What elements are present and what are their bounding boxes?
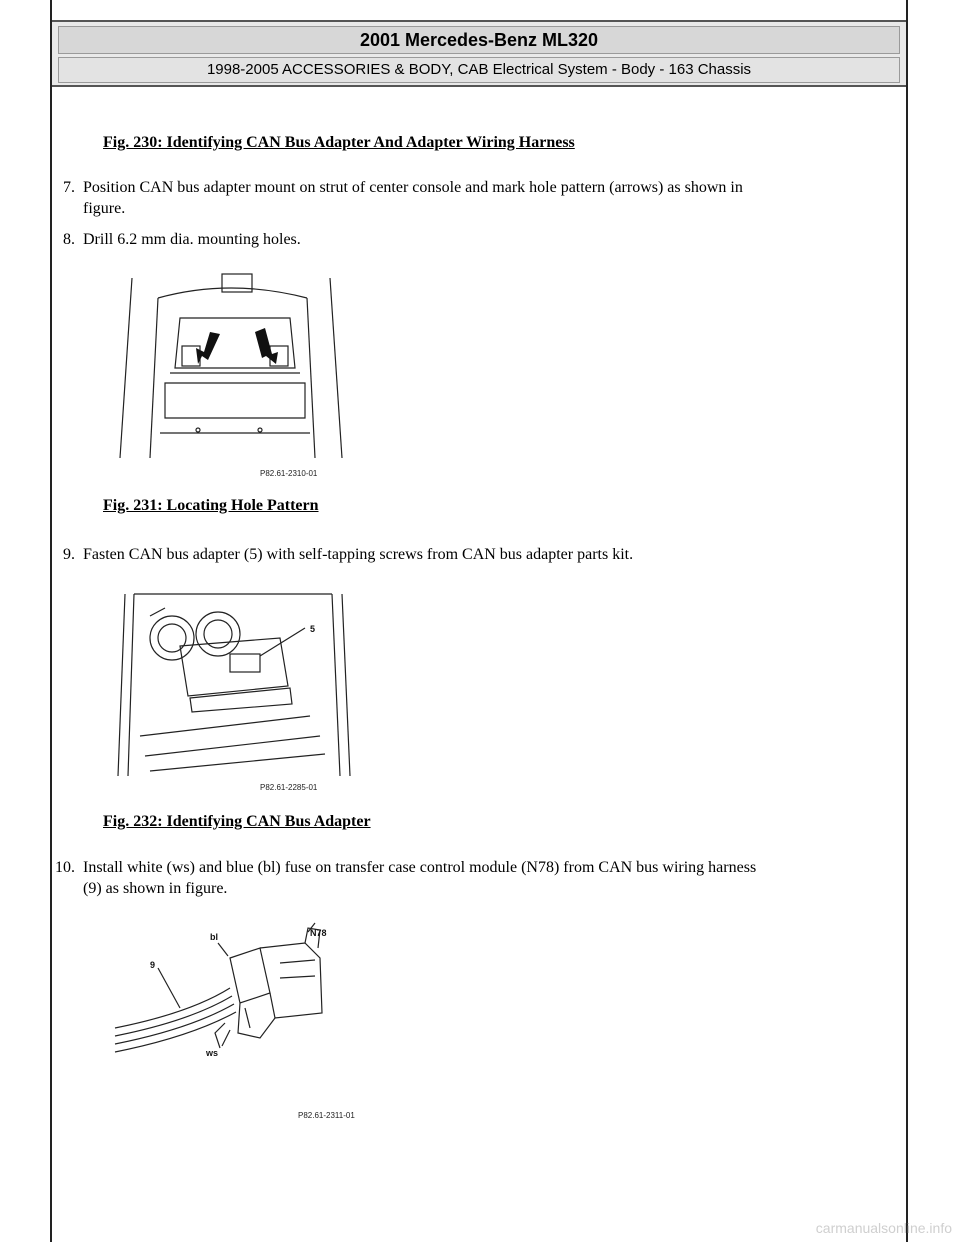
step-number: 7. (63, 179, 75, 196)
step-number: 10. (55, 859, 75, 876)
step-text-line: figure. (83, 200, 126, 217)
document-title: 2001 Mercedes-Benz ML320 (58, 26, 900, 54)
step-7 (47, 177, 897, 221)
step-number: 9. (63, 546, 75, 563)
figure-code: P82.61-2310-01 (260, 469, 318, 478)
step-10 (47, 857, 897, 901)
callout-ws: ws (206, 1048, 219, 1058)
step-8 (47, 229, 897, 251)
document-subtitle: 1998-2005 ACCESSORIES & BODY, CAB Electrical System - Body - 163 Chassis (58, 57, 900, 83)
step-text-line: Install white (ws) and blue (bl) fuse on transfer case control module (N78) from CAN bus wiring harness (83, 859, 757, 876)
step-text-line: Fasten CAN bus adapter (5) with self-tapping screws from CAN bus adapter parts kit. (83, 546, 634, 563)
caption-fig-231: Fig. 231: Locating Hole Pattern (103, 497, 319, 514)
step-text-line: Position CAN bus adapter mount on strut of center console and mark hole pattern (arrows) as shown in (83, 179, 743, 196)
step-text-line: Drill 6.2 mm dia. mounting holes. (83, 231, 301, 248)
right-border-line (906, 0, 908, 1242)
figure-232-can-bus-adapter (110, 586, 380, 801)
callout-bl: bl (210, 932, 218, 942)
page-header (50, 20, 908, 87)
figure-code: P82.61-2311-01 (298, 1111, 355, 1120)
callout-5: 5 (310, 624, 316, 634)
figure-231-hole-pattern (110, 268, 380, 483)
watermark: carmanualsonline.info (815, 1220, 952, 1236)
step-9 (47, 544, 897, 566)
step-text-line: (9) as shown in figure. (83, 880, 228, 897)
callout-9: 9 (150, 960, 156, 970)
callout-n78: N78 (310, 928, 327, 938)
caption-fig-232: Fig. 232: Identifying CAN Bus Adapter (103, 813, 371, 830)
caption-fig-230: Fig. 230: Identifying CAN Bus Adapter And Adapter Wiring Harness (103, 134, 575, 151)
figure-code: P82.61-2285-01 (260, 783, 318, 792)
step-number: 8. (63, 231, 75, 248)
figure-233-fuse-installation (110, 918, 380, 1133)
